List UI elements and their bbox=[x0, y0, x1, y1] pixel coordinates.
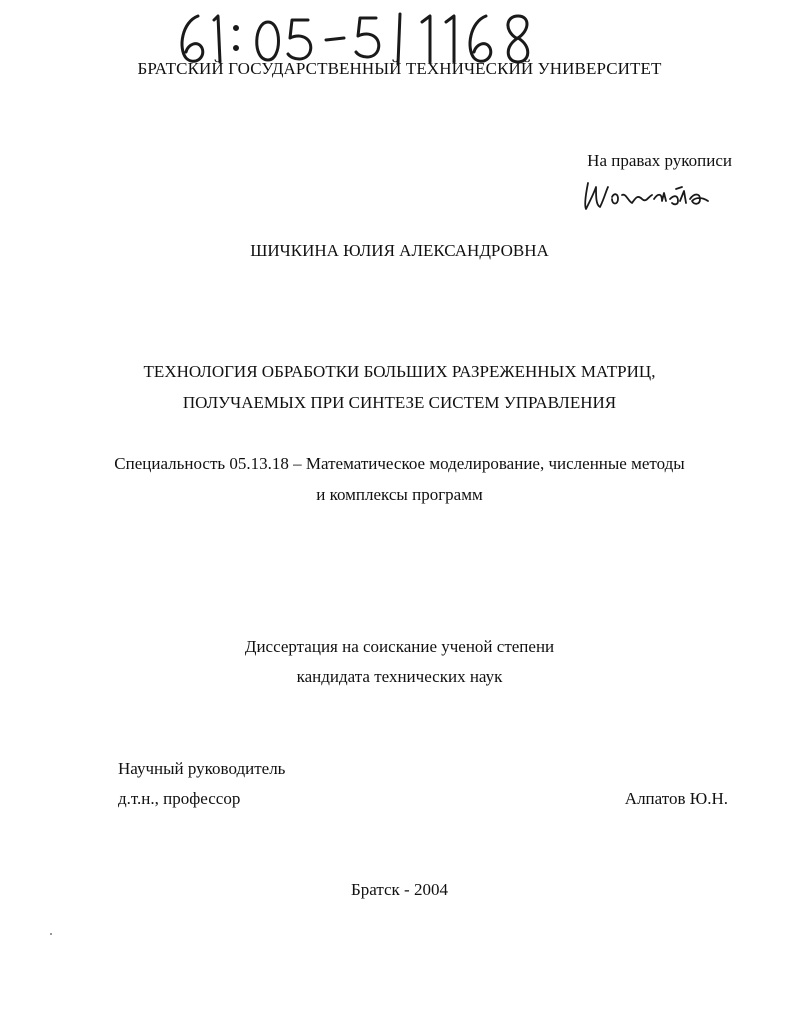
degree-line-1: Диссертация на соискание ученой степени bbox=[244, 637, 555, 656]
author-signature bbox=[580, 175, 720, 215]
manuscript-rights-note: На правах рукописи bbox=[587, 151, 732, 170]
supervisor-name: Алпатов Ю.Н. bbox=[624, 789, 728, 808]
author-name: ШИЧКИНА ЮЛИЯ АЛЕКСАНДРОВНА bbox=[250, 241, 549, 260]
supervisor-rank: д.т.н., профессор bbox=[118, 789, 241, 808]
thesis-title-line-2: ПОЛУЧАЕМЫХ ПРИ СИНТЕЗЕ СИСТЕМ УПРАВЛЕНИЯ bbox=[182, 393, 617, 412]
degree-line-2: кандидата технических наук bbox=[296, 667, 503, 686]
scan-speck bbox=[50, 933, 52, 935]
university-name: БРАТСКИЙ ГОСУДАРСТВЕННЫЙ ТЕХНИЧЕСКИЙ УНИВЕРСИТЕТ bbox=[137, 59, 662, 78]
thesis-title-line-1: ТЕХНОЛОГИЯ ОБРАБОТКИ БОЛЬШИХ РАЗРЕЖЕННЫХ МАТРИЦ, bbox=[143, 362, 656, 381]
supervisor-label: Научный руководитель bbox=[118, 759, 286, 778]
specialty-line-2: и комплексы программ bbox=[316, 485, 483, 504]
city-year: Братск - 2004 bbox=[351, 880, 448, 899]
specialty-line-1: Специальность 05.13.18 – Математическое моделирование, численные методы bbox=[114, 454, 685, 473]
